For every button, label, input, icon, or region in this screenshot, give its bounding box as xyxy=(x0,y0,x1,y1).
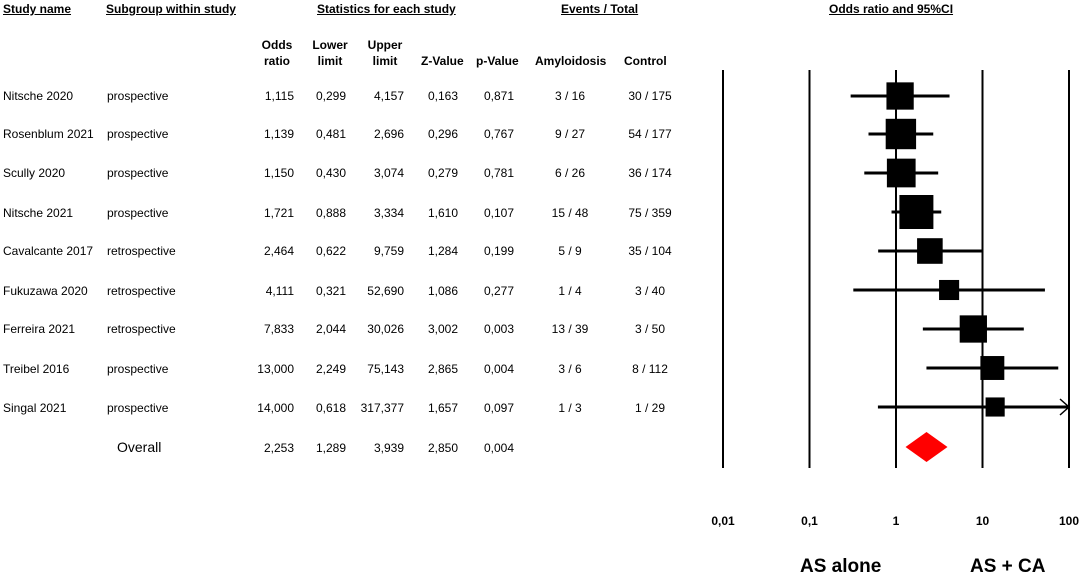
header-events: Events / Total xyxy=(561,2,639,16)
subheader-amyloidosis: Amyloidosis xyxy=(535,54,607,68)
overall-diamond xyxy=(906,432,948,462)
study-marker xyxy=(899,195,933,229)
p-value: 0,004 xyxy=(483,362,514,376)
study-name: Rosenblum 2021 xyxy=(3,127,94,141)
z-value: 1,657 xyxy=(427,401,458,415)
upper-limit-value: 52,690 xyxy=(367,284,404,298)
subheader-control: Control xyxy=(624,54,667,68)
study-marker xyxy=(980,356,1004,380)
upper-limit-value: 75,143 xyxy=(367,362,404,376)
control-events: 3 / 40 xyxy=(634,284,666,298)
study-marker xyxy=(960,315,987,342)
tick-label: 1 xyxy=(892,514,900,528)
right-favours-label: AS + CA xyxy=(970,556,1046,577)
z-value: 0,163 xyxy=(427,89,458,103)
study-subgroup: prospective xyxy=(107,166,169,180)
study-subgroup: retrospective xyxy=(107,244,176,258)
lower-limit-value: 0,321 xyxy=(315,284,346,298)
upper-limit-value: 2,696 xyxy=(373,127,404,141)
z-value: 1,086 xyxy=(427,284,458,298)
header-statistics: Statistics for each study xyxy=(317,2,456,16)
amyloidosis-events: 6 / 26 xyxy=(554,166,586,180)
study-marker xyxy=(986,397,1005,416)
z-value: 0,296 xyxy=(427,127,458,141)
tick-label: 0,01 xyxy=(711,514,735,528)
p-value: 0,277 xyxy=(483,284,514,298)
z-value: 2,850 xyxy=(427,441,458,455)
odds-ratio-value: 14,000 xyxy=(257,401,294,415)
subheader-z-value: Z-Value xyxy=(421,54,464,68)
study-subgroup: prospective xyxy=(107,127,169,141)
lower-limit-value: 0,430 xyxy=(315,166,346,180)
study-marker xyxy=(886,82,913,109)
study-marker xyxy=(939,280,959,300)
p-value: 0,097 xyxy=(483,401,514,415)
control-events: 1 / 29 xyxy=(634,401,666,415)
amyloidosis-events: 1 / 3 xyxy=(558,401,582,415)
subheader-odds-ratio: Odds ratio xyxy=(261,38,293,68)
subheader-p-value: p-Value xyxy=(476,54,519,68)
study-name: Scully 2020 xyxy=(3,166,66,180)
upper-limit-value: 9,759 xyxy=(373,244,404,258)
z-value: 1,610 xyxy=(427,206,458,220)
lower-limit-value: 2,249 xyxy=(315,362,346,376)
z-value: 2,865 xyxy=(427,362,458,376)
p-value: 0,004 xyxy=(483,441,514,455)
lower-limit-value: 2,044 xyxy=(315,322,346,336)
study-subgroup: retrospective xyxy=(107,322,176,336)
lower-limit-value: 1,289 xyxy=(315,441,346,455)
study-name: Singal 2021 xyxy=(3,401,67,415)
upper-limit-value: 3,334 xyxy=(373,206,404,220)
subheader-upper-limit: Upper limit xyxy=(367,38,403,68)
lower-limit-value: 0,888 xyxy=(315,206,346,220)
study-subgroup: retrospective xyxy=(107,284,176,298)
upper-limit-value: 317,377 xyxy=(360,401,404,415)
z-value: 3,002 xyxy=(427,322,458,336)
p-value: 0,003 xyxy=(483,322,514,336)
control-events: 8 / 112 xyxy=(632,362,668,376)
amyloidosis-events: 3 / 16 xyxy=(554,89,586,103)
amyloidosis-events: 1 / 4 xyxy=(558,284,582,298)
odds-ratio-value: 7,833 xyxy=(263,322,294,336)
control-events: 3 / 50 xyxy=(634,322,666,336)
amyloidosis-events: 13 / 39 xyxy=(551,322,589,336)
control-events: 30 / 175 xyxy=(628,89,672,103)
study-subgroup: prospective xyxy=(107,206,169,220)
odds-ratio-value: 2,253 xyxy=(263,441,294,455)
study-subgroup: prospective xyxy=(107,89,169,103)
overall-label: Overall xyxy=(117,439,162,455)
header-plot: Odds ratio and 95%CI xyxy=(829,2,954,16)
control-events: 35 / 104 xyxy=(628,244,672,258)
study-name: Nitsche 2020 xyxy=(3,89,74,103)
tick-label: 0,1 xyxy=(801,514,818,528)
control-events: 36 / 174 xyxy=(628,166,672,180)
study-name: Nitsche 2021 xyxy=(3,206,74,220)
p-value: 0,871 xyxy=(483,89,514,103)
amyloidosis-events: 9 / 27 xyxy=(554,127,586,141)
z-value: 0,279 xyxy=(427,166,458,180)
odds-ratio-value: 1,721 xyxy=(263,206,294,220)
lower-limit-value: 0,299 xyxy=(315,89,346,103)
study-subgroup: prospective xyxy=(107,401,169,415)
subheader-lower-limit: Lower limit xyxy=(312,38,348,68)
tick-label: 100 xyxy=(1058,514,1080,528)
upper-limit-value: 3,074 xyxy=(373,166,404,180)
study-subgroup: prospective xyxy=(107,362,169,376)
tick-label: 10 xyxy=(975,514,990,528)
control-events: 75 / 359 xyxy=(628,206,672,220)
study-marker xyxy=(886,119,916,149)
upper-limit-value: 3,939 xyxy=(373,441,404,455)
amyloidosis-events: 15 / 48 xyxy=(551,206,589,220)
odds-ratio-value: 1,150 xyxy=(263,166,294,180)
upper-limit-value: 4,157 xyxy=(373,89,404,103)
amyloidosis-events: 5 / 9 xyxy=(558,244,582,258)
study-name: Fukuzawa 2020 xyxy=(3,284,88,298)
z-value: 1,284 xyxy=(427,244,458,258)
p-value: 0,781 xyxy=(483,166,514,180)
control-events: 54 / 177 xyxy=(628,127,672,141)
amyloidosis-events: 3 / 6 xyxy=(558,362,582,376)
odds-ratio-value: 1,115 xyxy=(264,89,294,103)
lower-limit-value: 0,622 xyxy=(315,244,346,258)
left-favours-label: AS alone xyxy=(800,556,882,577)
header-study-name: Study name xyxy=(3,2,72,16)
lower-limit-value: 0,618 xyxy=(315,401,346,415)
p-value: 0,767 xyxy=(483,127,514,141)
odds-ratio-value: 4,111 xyxy=(265,284,294,298)
study-name: Cavalcante 2017 xyxy=(3,244,94,258)
study-marker xyxy=(887,159,916,188)
upper-limit-value: 30,026 xyxy=(367,322,404,336)
odds-ratio-value: 1,139 xyxy=(263,127,294,141)
odds-ratio-value: 2,464 xyxy=(263,244,294,258)
study-name: Ferreira 2021 xyxy=(3,322,76,336)
odds-ratio-value: 13,000 xyxy=(257,362,294,376)
study-name: Treibel 2016 xyxy=(3,362,70,376)
p-value: 0,107 xyxy=(483,206,514,220)
p-value: 0,199 xyxy=(483,244,514,258)
header-subgroup: Subgroup within study xyxy=(106,2,236,16)
study-marker xyxy=(917,238,943,264)
lower-limit-value: 0,481 xyxy=(315,127,346,141)
